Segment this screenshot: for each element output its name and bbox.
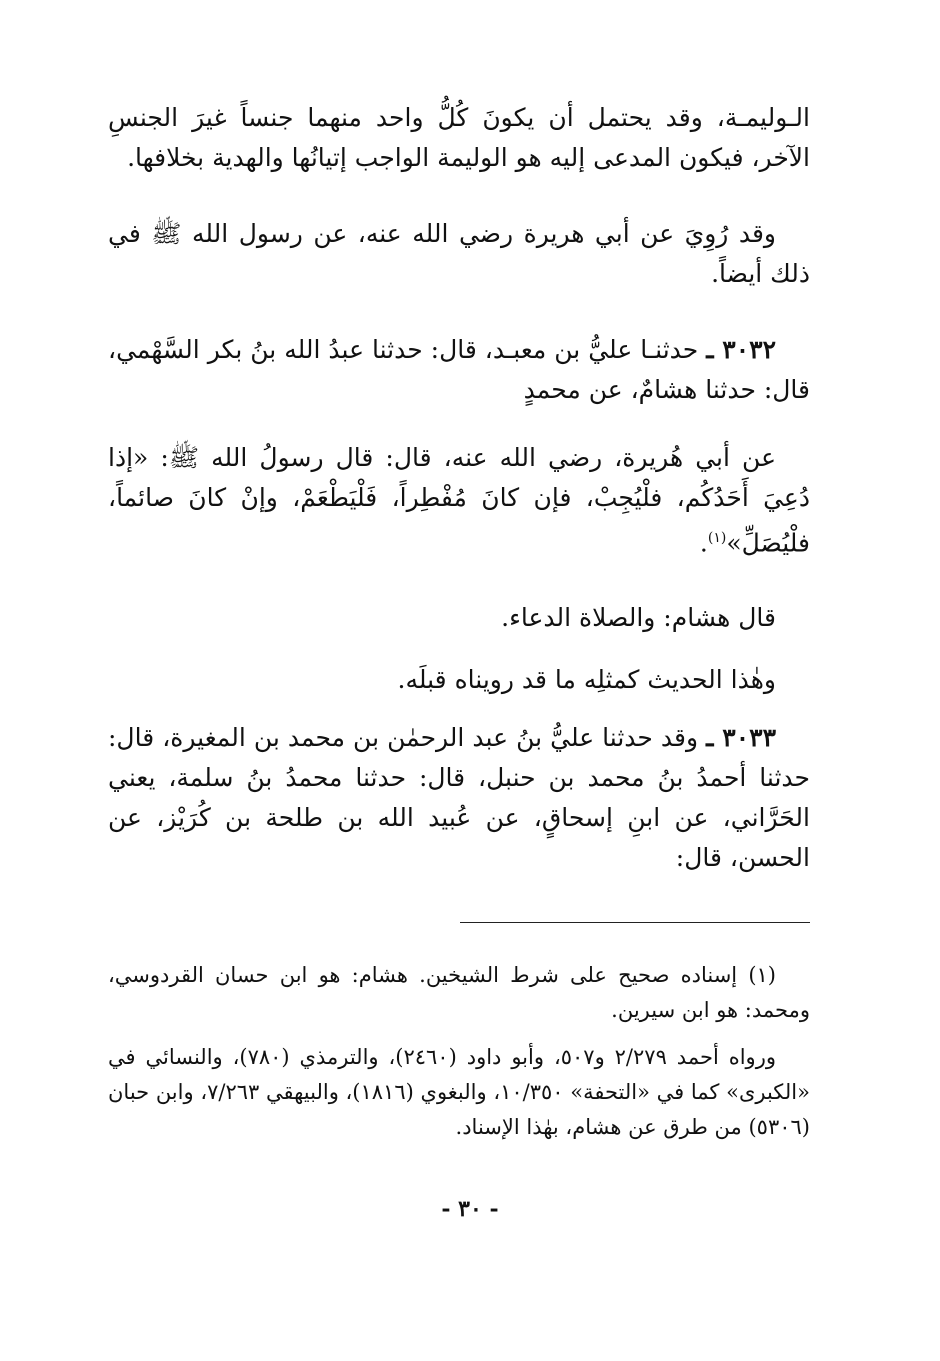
hadith-3032-matn-text: عن أبي هُريرة، رضي الله عنه، قال: قال رسولُ الله ﷺ: «إذا دُعِيَ أَحَدُكُم، فلْيُجِبْ، فإن كانَ مُفْطِراً، فَلْيَطْعَمْ، وإنْ كانَ صائماً، فلْيُصَلِّ» <box>108 443 810 558</box>
sentence-end: . <box>699 528 708 558</box>
paragraph-2-text: وقد رُوِيَ عن أبي هريرة رضي الله عنه، عن رسول الله ﷺ في ذلك أيضاً. <box>108 219 810 288</box>
footnote-separator <box>460 922 810 923</box>
paragraph-6 <box>108 660 810 700</box>
paragraph-5 <box>108 598 810 638</box>
footnotes <box>108 958 810 1157</box>
paragraph-6-text: وهٰذا الحديث كمثلِه ما قد رويناه قبلَه. <box>397 665 776 694</box>
footnote-1: (١) إسناده صحيح على شرط الشيخين. هشام: هو ابن حسان القردوسي، ومحمد: هو ابن سيرين. <box>108 963 810 1022</box>
hadith-3032 <box>108 330 810 410</box>
hadith-3032-text: حدثنـا عليُّ بن معبـد، قال: حدثنا عبدُ الله بنُ بكر السَّهْمي، قال: حدثنا هشامٌ، عن محمدٍ <box>108 335 810 404</box>
hadith-3033 <box>108 718 810 878</box>
hadith-3033-text: وقد حدثنا عليُّ بنُ عبد الرحمٰن بن محمد بن المغيرة، قال: حدثنا أحمدُ بنُ محمد بن حنبل، قال: حدثنا محمدُ بنُ سلمة، يعني الحَرَّاني، عن ابنِ إسحاقٍ، عن عُبيد الله بن طلحة بن كُرَيْز، عن الحسن، قال: <box>108 723 810 872</box>
paragraph-2 <box>108 214 810 294</box>
hadith-3032-paragraph <box>108 330 810 410</box>
paragraph-1 <box>108 98 810 178</box>
hadith-3033-paragraph <box>108 718 810 878</box>
paragraph-5-text: قال هشام: والصلاة الدعاء. <box>501 603 776 632</box>
paragraph-1-text: الـوليمـة، وقد يحتمل أن يكونَ كُلُّ واحد منهما جنساً غيرَ الجنسِ الآخر، فيكون المدعى إليه هو الوليمة الواجب إتيانُها والهدية بخلافها. <box>108 103 810 172</box>
hadith-number: ٣٠٣٣ ـ <box>706 723 777 752</box>
hadith-3032-matn <box>108 438 810 563</box>
footnote-2: ورواه أحمد ٢/٢٧٩ و٥٠٧، وأبو داود (٢٤٦٠)، والترمذي (٧٨٠)، والنسائي في «الكبرى» كما في «التحفة» ١٠/٣٥٠، والبغوي (١٨١٦)، والبيهقي ٧/٢٦٣، وابن حبان (٥٣٠٦) من طرق عن هشام، بهٰذا الإسناد. <box>108 1045 810 1139</box>
hadith-3032-matn-paragraph <box>108 438 810 563</box>
footnote-reference: (١) <box>707 530 727 546</box>
page-number: - ٣٠ - <box>441 1196 499 1222</box>
hadith-number: ٣٠٣٢ ـ <box>706 335 777 364</box>
